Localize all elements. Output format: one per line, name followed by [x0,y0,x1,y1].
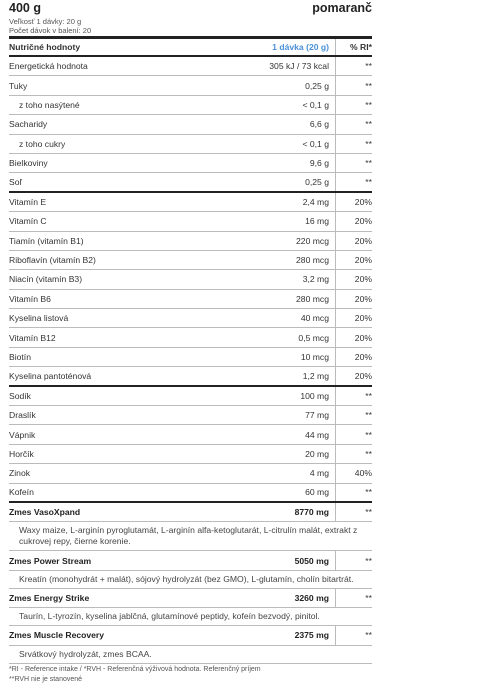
nutrient-value: 44 mg [256,425,336,443]
blend-description: Kreatín (monohydrát + malát), sójový hydrolyzát (bez GMO), L-glutamín, cholín bitartrát. [9,571,372,589]
table-row [9,96,372,115]
nutrient-value: 40 mcg [256,309,336,327]
nutrient-name: Energetická hodnota [9,61,88,72]
nutrient-value: 0,25 g [256,76,336,94]
nutrient-ri: ** [365,487,372,498]
table-row [9,270,372,289]
nutrient-name: Vápnik [9,429,36,440]
table-row [9,445,372,464]
nutrient-name: z toho nasýtené [19,99,80,110]
nutrient-value: 220 mcg [256,232,336,250]
header-nutrients: Nutričné hodnoty [9,42,81,52]
nutrient-ri: 20% [354,196,372,207]
nutrient-value: 280 mcg [256,251,336,269]
blend-ri: ** [365,507,372,518]
table-row [9,212,372,231]
table-row [9,425,372,444]
nutrient-value: 77 mg [256,406,336,424]
table-row [9,76,372,95]
nutrient-value: 1,2 mg [256,367,336,384]
table-row [9,484,372,503]
blend-row [9,626,372,645]
nutrient-value: 3,2 mg [256,270,336,288]
nutrient-name: Bielkoviny [9,158,48,169]
nutrient-value: 10 mcg [256,348,336,366]
footnote-1: *RI - Reference intake / *RVH - Referenčná výživová hodnota. Referenčný príjem [9,665,261,673]
nutrient-name: Horčík [9,449,34,459]
nutrient-value: 60 mg [256,484,336,501]
nutrient-ri: ** [365,449,372,459]
package-weight: 400 g [9,1,41,15]
nutrient-name: Niacín (vitamín B3) [9,274,83,285]
nutrient-name: Vitamín B6 [9,293,51,304]
table-row [9,232,372,251]
table-header [9,39,372,57]
nutrient-name: z toho cukry [19,138,66,149]
table-row [9,135,372,154]
table-row [9,154,372,173]
nutrient-ri: ** [365,138,372,149]
nutrient-name: Zinok [9,468,31,479]
table-row [9,328,372,347]
nutrient-ri: 20% [354,274,372,285]
nutrient-value: 6,6 g [256,115,336,133]
nutrient-value: 0,5 mcg [256,328,336,346]
footnote-2: **RVH nie je stanovené [9,675,83,683]
nutrient-value: 100 mg [256,387,336,405]
blend-description: Taurín, L-tyrozín, kyselina jablčná, glutamínové peptidy, kofeín bezvodý, pinitol. [9,608,372,626]
nutrient-name: Kyselina listová [9,313,69,324]
nutrient-name: Sacharidy [9,119,48,130]
nutrient-name: Tuky [9,80,28,91]
blend-rows [9,503,372,664]
nutrient-ri: ** [365,177,372,188]
table-row [9,173,372,192]
nutrition-label [9,0,372,684]
serving-size: Veľkosť 1 dávky: 20 g [9,17,82,26]
nutrient-ri: 40% [354,468,372,479]
nutrient-ri: 20% [354,313,372,324]
nutrient-name: Riboflavín (vitamín B2) [9,255,96,266]
table-row [9,464,372,483]
nutrient-ri: 20% [354,370,372,381]
blend-ri: ** [365,555,372,566]
nutrient-value: 20 mg [256,445,336,463]
nutrient-name: Vitamín C [9,216,47,227]
header-serving: 1 dávka (20 g) [256,39,336,55]
blend-row [9,551,372,570]
table-row [9,406,372,425]
blend-name: Zmes Muscle Recovery [9,630,105,641]
blend-row [9,503,372,522]
serving-info [9,17,372,39]
serving-count: Počet dávok v balení: 20 [9,26,92,35]
table-row [9,193,372,212]
blend-value: 5050 mg [256,551,336,569]
table-row [9,290,372,309]
nutrient-value: 16 mg [256,212,336,230]
label-top [9,0,372,17]
blend-description: Waxy maize, L-arginín pyroglutamát, L-arginín alfa-ketoglutarát, L-citrulín malát, extrakt z cukrovej repy, čierne korenie. [9,522,372,551]
blend-value: 8770 mg [256,503,336,521]
nutrient-name: Sodík [9,390,31,401]
nutrient-ri: 20% [354,332,372,343]
nutrient-ri: ** [365,158,372,169]
nutrient-ri: ** [365,410,372,421]
nutrient-ri: ** [365,429,372,440]
nutrient-ri: ** [365,80,372,91]
nutrient-name: Vitamín E [9,196,47,207]
blend-value: 3260 mg [256,589,336,607]
nutrient-ri: 20% [354,293,372,304]
nutrient-ri: 20% [354,235,372,246]
nutrient-name: Kofeín [9,487,34,498]
blend-value: 2375 mg [256,626,336,644]
blend-name: Zmes Energy Strike [9,592,90,603]
nutrient-value: < 0,1 g [256,96,336,114]
nutrient-value: 305 kJ / 73 kcal [256,57,336,75]
nutrient-rows [9,57,372,503]
blend-ri: ** [365,592,372,603]
nutrient-name: Tiamín (vitamín B1) [9,235,84,246]
table-row [9,387,372,406]
table-row [9,309,372,328]
nutrient-ri: ** [365,119,372,130]
header-ri: % RI* [350,42,372,52]
blend-row [9,589,372,608]
nutrient-value: 280 mcg [256,290,336,308]
nutrient-name: Soľ [9,177,23,188]
table-row [9,115,372,134]
blend-name: Zmes Power Stream [9,555,92,566]
blend-description: Srvátkový hydrolyzát, zmes BCAA. [9,646,372,664]
table-row [9,251,372,270]
flavor: pomaranč [312,1,372,15]
nutrient-ri: 20% [354,255,372,266]
nutrient-value: 2,4 mg [256,193,336,211]
nutrient-ri: ** [365,99,372,110]
blend-name: Zmes VasoXpand [9,507,81,518]
blend-ri: ** [365,630,372,641]
nutrient-ri: ** [365,390,372,401]
nutrient-value: 4 mg [256,464,336,482]
nutrient-name: Draslík [9,410,36,421]
nutrient-ri: ** [365,61,372,72]
nutrient-ri: 20% [354,216,372,227]
nutrient-ri: 20% [354,352,372,363]
nutrient-name: Kyselina pantoténová [9,370,92,381]
nutrient-value: < 0,1 g [256,135,336,153]
table-row [9,367,372,386]
table-row [9,348,372,367]
nutrient-name: Biotín [9,352,31,363]
nutrient-value: 9,6 g [256,154,336,172]
nutrient-value: 0,25 g [256,173,336,190]
table-row [9,57,372,76]
nutrient-name: Vitamín B12 [9,332,56,343]
